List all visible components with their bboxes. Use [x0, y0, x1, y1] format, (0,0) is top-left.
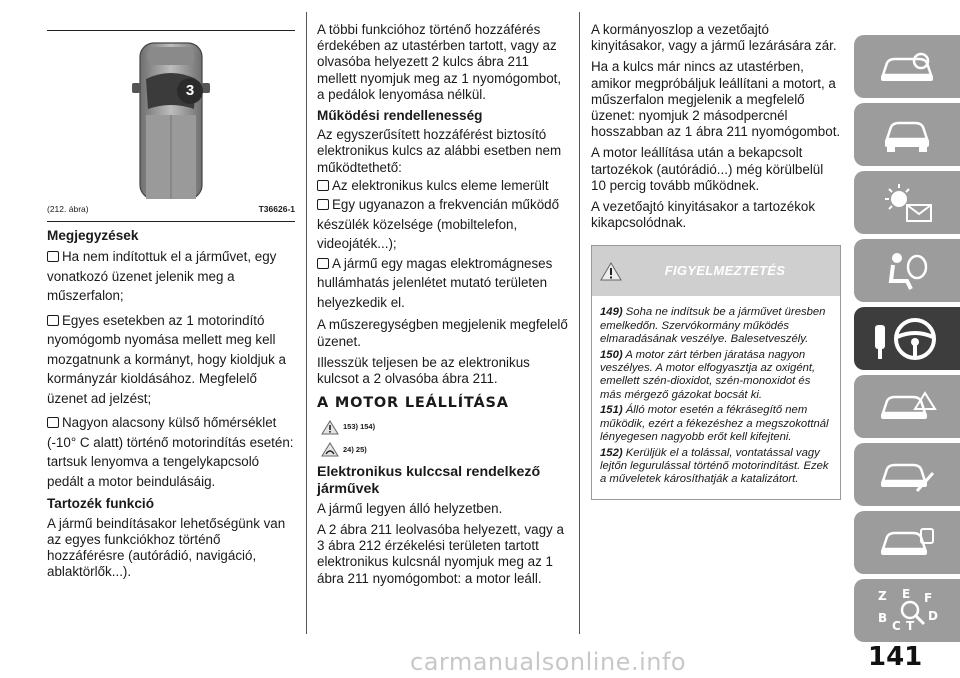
alphabet-index-icon: [872, 586, 942, 636]
fault-item: [317, 176, 570, 196]
svg-text:F: F: [924, 590, 933, 605]
svg-text:C: C: [892, 618, 901, 633]
svg-text:Z: Z: [878, 588, 887, 603]
column-1: [47, 30, 295, 585]
page-number: 141: [868, 642, 923, 672]
stationary-text: A jármű legyen álló helyzetben.: [317, 500, 503, 516]
warning-item: [600, 306, 832, 346]
warning-box: [591, 245, 841, 499]
tab-car-wrench[interactable]: [854, 443, 960, 506]
checkbox-bullet-icon: [317, 258, 329, 269]
column-divider: [306, 12, 307, 634]
warning-triangle-icon: [600, 262, 622, 281]
fault-item: [317, 254, 570, 313]
accessory-heading: Tartozék funkció: [47, 496, 155, 512]
tab-seat-airbag[interactable]: [854, 239, 960, 302]
fault-item-text: A jármű egy magas elektromágneses hullámhatás jelenlétet mutató területen helyezkedik el.: [317, 255, 553, 310]
car-wrench-icon: [877, 455, 937, 495]
sun-envelope-icon: [877, 181, 937, 225]
warning-text: A motor zárt térben járatása nagyon veszélyes. A motor elfogyasztja az oxigént, emellett szén-dioxidot, szén-monoxidot és más mérgező gázokat bocsát ki.: [600, 348, 816, 401]
tab-steering-key[interactable]: [854, 307, 960, 370]
callout-number: 3: [177, 78, 203, 104]
notes-heading: Megjegyzések: [47, 228, 139, 244]
svg-text:T: T: [906, 618, 915, 633]
column-divider: [579, 12, 580, 634]
warning-item: [600, 349, 832, 403]
accessories-off-text: A vezetőajtó kinyitásakor a tartozékok kikapcsolódnak.: [591, 199, 816, 231]
accessories-continue-text: A motor leállítása után a bekapcsolt tartozékok (autórádió...) még körülbelül 10 percig tovább működnek.: [591, 145, 824, 193]
electronic-key-heading: Elektronikus kulccsal rendelkező járművek: [317, 463, 541, 497]
warning-header: [592, 246, 840, 296]
seat-airbag-icon: [877, 249, 937, 293]
fault-item: [317, 195, 570, 254]
steering-lock-text: A kormányoszlop a vezetőajtó kinyitásakor, vagy a jármű lezárására zár.: [591, 22, 837, 54]
caution-triangle-icon: [321, 442, 339, 457]
checkbox-bullet-icon: [47, 315, 59, 326]
warning-text: Soha ne indítsuk be a járművet üresben emelkedőn. Szervókormány működés elmaradásának veszélye. Balesetveszély.: [600, 306, 826, 346]
column-2: [317, 22, 570, 592]
tab-car-warning[interactable]: [854, 375, 960, 438]
warning-number: 152): [600, 446, 623, 459]
tab-car-tools[interactable]: [854, 511, 960, 574]
warning-triangle-icon: [321, 420, 339, 435]
note-text: Nagyon alacsony külső hőmérséklet (-10° C alatt) történő motorindítás esetén: tartsuk lenyomva a tengelykapcsoló pedált a motor beindulásáig.: [47, 415, 294, 489]
checkbox-bullet-icon: [317, 199, 329, 210]
caution-reference: [321, 442, 570, 458]
svg-text:D: D: [928, 608, 938, 623]
note-item: [47, 247, 295, 306]
press-button-text: A 2 ábra 211 leolvasóba helyezett, vagy a 3 ábra 212 érzékelési területen tartott elektronikus kulcsnál nyomjuk meg az 1 ábra 211 nyomógombot: a motor leáll.: [317, 521, 564, 586]
figure-212: [47, 30, 295, 222]
svg-text:B: B: [878, 610, 888, 625]
caption-label: (212. ábra): [47, 204, 89, 214]
fault-heading: Működési rendellenesség: [317, 108, 483, 124]
caution-reference-numbers: 24) 25): [343, 444, 367, 454]
display-text: A műszeregységben megjelenik megfelelő üzenet.: [317, 317, 568, 349]
warning-number: 151): [600, 404, 623, 417]
insert-key-text: Illesszük teljesen be az elektronikus kulcsot a 2 olvasóba ábra 211.: [317, 354, 530, 386]
vehicle-topview-illustration: [126, 39, 216, 199]
car-front-icon: [877, 115, 937, 155]
figure-caption: [47, 201, 295, 222]
caption-code: T36626-1: [258, 204, 295, 214]
car-warning-icon: [877, 387, 937, 427]
note-item: [47, 413, 295, 491]
car-tools-icon: [877, 523, 937, 563]
warning-number: 149): [600, 306, 623, 319]
steering-key-icon: [871, 315, 943, 363]
accessory-text: A jármű beindításakor lehetőségünk van az egyes funkciókhoz történő hozzáférésre (autórádió, navigáció, ablaktörlők...).: [47, 515, 286, 580]
checkbox-bullet-icon: [47, 251, 59, 262]
tab-alphabet-index[interactable]: [854, 579, 960, 642]
key-missing-text: Ha a kulcs már nincs az utastérben, amikor megpróbáljuk leállítani a motort, a műszerfalon megjelenik a megfelelő üzenet: nyomjuk 2 másodpercnél hosszabban az 1 ábra 211 nyomógombot.: [591, 59, 841, 140]
note-item: [47, 311, 295, 409]
tab-sun-envelope[interactable]: [854, 171, 960, 234]
fault-item-text: Egy ugyanazon a frekvencián működő készülék közelsége (mobiltelefon, videojáték...);: [317, 197, 560, 252]
warning-body: [592, 296, 840, 498]
warning-item: [600, 447, 832, 487]
warning-item: [600, 404, 832, 444]
warning-title: FIGYELMEZTETÉS: [664, 263, 786, 279]
fault-item-text: Az elektronikus kulcs eleme lemerült: [332, 177, 549, 193]
svg-text:E: E: [902, 586, 911, 601]
intro-text: A többi funkcióhoz történő hozzáférés érdekében az utastérben tartott, vagy az olvasóba helyezett 2 kulcs ábra 211 mellett nyomjuk meg az 1 nyomógombot, a pedálok lenyomása nélkül.: [317, 22, 562, 102]
column-3: [591, 22, 841, 500]
note-text: Egyes esetekben az 1 motorindító nyomógomb nyomása mellett meg kell mozgatnunk a kormányt, hogy kioldjuk a kormányzár kioldásához. Megfelelő üzenet ad jelzést;: [47, 312, 286, 406]
checkbox-bullet-icon: [47, 417, 59, 428]
tab-car-front[interactable]: [854, 103, 960, 166]
watermark: carmanualsonline.info: [410, 648, 687, 676]
warning-number: 150): [600, 348, 623, 361]
tab-car-dashboard[interactable]: [854, 35, 960, 98]
stop-engine-heading: A MOTOR LEÁLLÍTÁSA: [317, 395, 509, 412]
car-dashboard-icon: [877, 47, 937, 87]
warning-reference-numbers: 153) 154): [343, 422, 376, 432]
fault-text: Az egyszerűsített hozzáférést biztosító elektronikus kulcs az alábbi esetben nem működtethető:: [317, 127, 562, 175]
note-text: Ha nem indítottuk el a járművet, egy vonatkozó üzenet jelenik meg a műszerfalon;: [47, 249, 277, 304]
warning-reference: [321, 419, 570, 435]
warning-text: Álló motor esetén a fékrásegítő nem működik, ezért a fékezéshez a megszokottnál lényegesen nagyobb erőt kell kifejteni.: [600, 404, 829, 444]
checkbox-bullet-icon: [317, 180, 329, 191]
warning-text: Kerüljük el a tolással, vontatással vagy lejtőn legurulással történő motorindítást. Ezek a műveletek károsíthatják a katalizátort.: [600, 446, 829, 486]
